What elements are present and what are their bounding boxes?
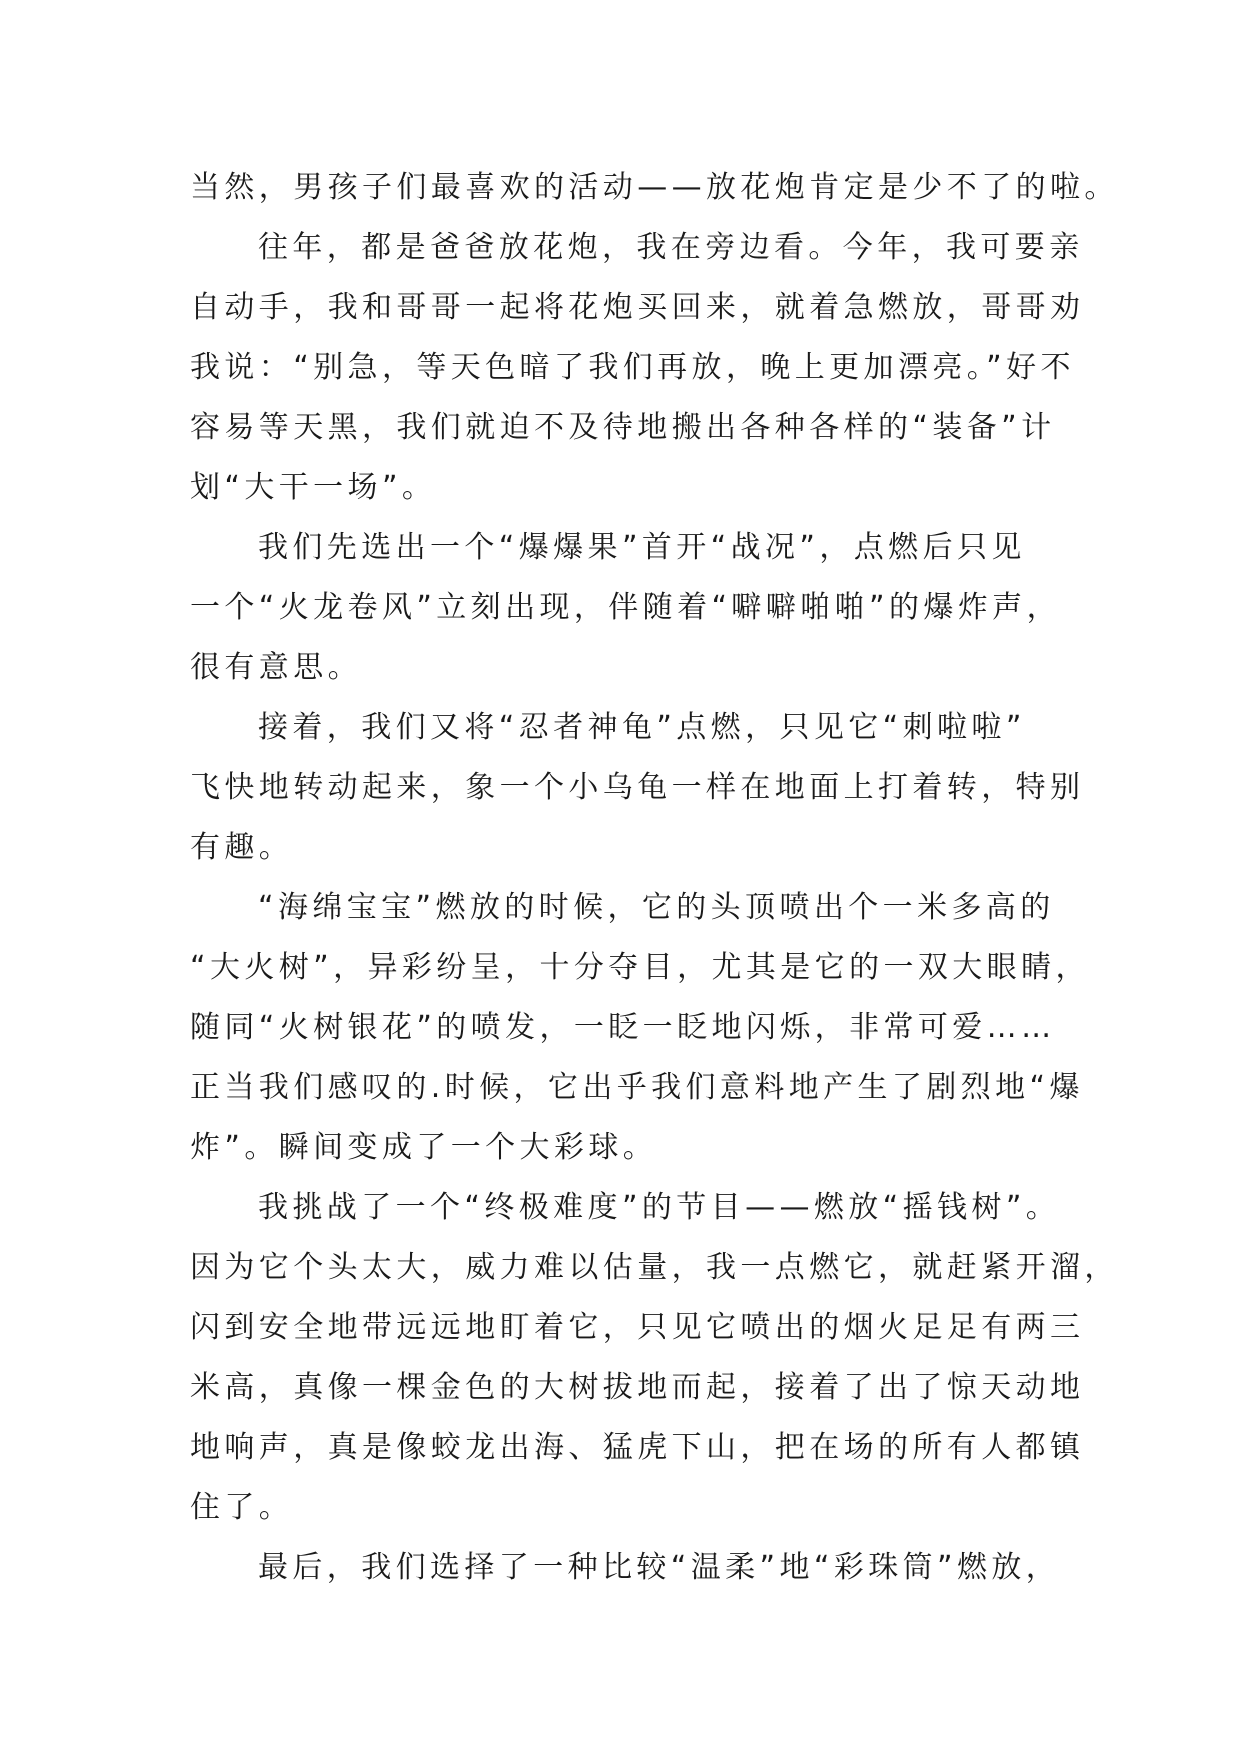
paragraph-first-line: 最后，我们选择了一种比较“温柔”地“彩珠筒”燃放，: [258, 1550, 1061, 1585]
text-line: 地响声，真是像蛟龙出海、猛虎下山，把在场的所有人都镇: [190, 1430, 1085, 1465]
text-line: 闪到安全地带远远地盯着它，只见它喷出的烟火足足有两三: [190, 1310, 1085, 1345]
text-line: 飞快地转动起来，象一个小乌龟一样在地面上打着转，特别: [190, 770, 1085, 805]
text-line: 正当我们感叹的.时候，它出乎我们意料地产生了剧烈地“爆: [190, 1070, 1084, 1105]
text-line: 米高，真像一棵金色的大树拔地而起，接着了出了惊天动地: [190, 1370, 1085, 1405]
text-line: 一个“火龙卷风”立刻出现，伴随着“噼噼啪啪”的爆炸声，: [190, 590, 1061, 625]
paragraph-first-line: 我挑战了一个“终极难度”的节目——燃放“摇钱树”。: [258, 1190, 1061, 1225]
text-line: 当然，男孩子们最喜欢的活动——放花炮肯定是少不了的啦。: [190, 170, 1119, 205]
text-line: 随同“火树银花”的喷发，一眨一眨地闪烁，非常可爱……: [190, 1010, 1056, 1045]
text-line: 容易等天黑，我们就迫不及待地搬出各种各样的“装备”计: [190, 410, 1056, 445]
text-line: 我说：“别急，等天色暗了我们再放，晚上更加漂亮。”好不: [190, 350, 1075, 385]
text-line: 自动手，我和哥哥一起将花炮买回来，就着急燃放，哥哥劝: [190, 290, 1085, 325]
text-line: 很有意思。: [190, 650, 362, 685]
paragraph-first-line: 接着，我们又将“忍者神龟”点燃，只见它“刺啦啦”: [258, 710, 1026, 745]
paragraph-first-line: 往年，都是爸爸放花炮，我在旁边看。今年，我可要亲: [258, 230, 1084, 265]
text-line: 划“大干一场”。: [190, 470, 437, 505]
text-line: 有趣。: [190, 830, 294, 865]
paragraph-first-line: “海绵宝宝”燃放的时候，它的头顶喷出个一米多高的: [258, 890, 1055, 925]
text-line: 住了。: [190, 1490, 294, 1525]
text-line: 因为它个头太大，威力难以估量，我一点燃它，就赶紧开溜，: [190, 1250, 1119, 1285]
text-line: 炸”。瞬间变成了一个大彩球。: [190, 1130, 658, 1165]
essay-body: [190, 158, 1119, 1598]
text-line: “大火树”，异彩纷呈，十分夺目，尤其是它的一双大眼睛，: [190, 950, 1090, 985]
paragraph-first-line: 我们先选出一个“爆爆果”首开“战况”，点燃后只见: [258, 530, 1026, 565]
